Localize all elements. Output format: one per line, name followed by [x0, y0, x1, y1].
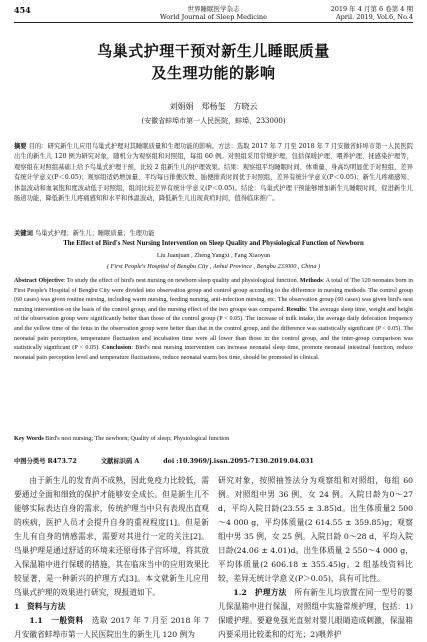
affiliation: (安徽省蚌埠市第一人民医院，蚌埠，233000) — [141, 117, 286, 125]
conclusion-text: : Bird's nest nursing intervention can increase neonatal sleep time, promote neonatal intestinal function, reduce neonatal pain perception level and temperature fluctuations, reduce neonatal warm box time, should be promoted in clinical. — [14, 345, 413, 361]
body-column-right — [218, 474, 413, 642]
article-title — [14, 40, 413, 84]
keywords-cn — [14, 228, 413, 237]
methods-label: Methods — [299, 278, 323, 284]
subsection-heading-1-1: 1.1 一般资料 — [29, 616, 84, 625]
general-data-text: 选取 2017 年 7 月至 2018 年 7 月安徽省蚌埠市第一人民医院出生的新生儿 120 例为 — [14, 616, 209, 639]
page-header — [14, 4, 413, 24]
authors: 刘娟娟 郑杨玺 方晓云 — [169, 102, 258, 111]
abstract-cn-text: 目的：研究新生儿应用鸟巢式护理对其睡眠质量和生理功能的影响。方法：选取 2017 年 7 月至 2018 年 7 月安徽省蚌埠市第一人民医院出生的新生儿 120 例为研究对象，随机分为观察组和对照组，每组 60 例。对照组采用常规护理，包括保暖护理、喂养护理、抚感染护理等，观察组在对照组基础上给予鸟巢式护理干预，比较 2 组新生儿的护理效果。结果：观察组平均睡眠时间、体重量、身高均明显优于对照组，差异有统计学意义(P＜0.05)；观察组适奶增加量、平均每日排便次数、胎便排黄时间优于对照组，差异有统计学意义(P＜0.05)；新生儿疼痛感知、体温波动和血氧饱和度波动低于对照组，组间比较差异有统计学意义(P＜0.05)。结论：鸟巢式护理干预能够增加新生儿睡眠时间，促进新生儿肠道功能，降低新生儿疼痛感知和水平和体温波动，降低新生儿出现黄疸时间，值得临床推广。 — [14, 143, 414, 203]
keywords-en-text: Bird's nest nursing; The newborn; Quality of sleep; Physiological function — [45, 435, 230, 442]
objective-label: Objective — [38, 278, 64, 284]
intro-paragraph: 由于新生儿的发育尚不成熟，因此免疫力比较低，需要通过全面和细致的保护才能够安全成长。但是新生儿不能够实际表达自身的需求，传统护理当中只有表现出直观的疾病，医护人员才会提升自身的重视程度[1]。但是新生儿有自身的情感需求，需要对其进行一定的关注[2]。鸟巢护理是通过舒适的环境来还原母体子宫环境，将其放入保温箱中进行保暖的措施，其在临床当中的应用效果比较显著，是一种新兴的护理方式[3]。本文就新生儿应用鸟巢式护理的效果进行研究，现报道如下。 — [14, 476, 209, 597]
title-line-1: 鸟巢式护理干预对新生儿睡眠质量 — [97, 42, 330, 60]
classification-line — [14, 456, 413, 465]
abstract-cn — [14, 142, 413, 204]
methods-text: : A total of The 120 neonates born in First People's Hospital of Bengbu City were divided into observation group and control group according to the difference in nursing methods. The control group (60 cases) was given routine nursing, including warm nursing, feeding nursing, anti-infection nursing, etc. The observation group (60 cases) was given bird's nest nursing intervention on the basis of the control group, and the nursing effect of the two groups was compared. — [14, 278, 413, 313]
english-authors: Liu Juanjuan , Zheng Yangxi , Fang Xiaoyun — [156, 252, 271, 259]
header-divider — [14, 22, 413, 23]
issue-cn: 2019 年 4 月第 6 卷第 4 期 — [330, 5, 413, 13]
journal-name-en: World Journal of Sleep Medicine — [160, 13, 267, 21]
body-column-left — [14, 474, 209, 642]
clc-code: 中图分类号 R473.72 — [14, 458, 77, 465]
keywords-en-label: Key Words — [14, 435, 44, 442]
general-data-continued: 研究对象，按照抽签法分为观察组和对照组，每组 60 例。对照组中男 36 例，女 24 例。入院日龄为0～27 d，平均入院日龄(23.55 ± 3.85)d。出生体质量2 500～4 000 g，平均体质量(2 614.55 ± 359.85)g；观察组中男 35 例，女 25 例。入院日龄 0～28 d，平均入院日龄(24.06 ± 4.01)d。出生体质量 2 550～4 000 g，平均体质量(2 606.18 ± 355.45)g。2 组基线资料比较，差异无统计学意义(P＞0.05)，具有可比性。 — [218, 476, 413, 583]
issue-en: April. 2019, Vol.6, No.4 — [335, 13, 413, 21]
title-line-2: 及生理功能的影响 — [151, 64, 276, 82]
keywords-cn-text: 鸟巢式护理；新生儿；睡眠质量；生理功能 — [34, 230, 155, 237]
subsection-nursing-method — [218, 586, 413, 642]
subsection-general-data — [14, 614, 209, 642]
nursing-method-text: 所有新生儿均放置在同一型号的婴儿保温箱中进行保温，对照组中实施常规护理，包括：1)保暖护理。要避免强光直射对婴儿眼睛造成刺激，保温箱内要采用比较柔和的灯光；2)喂养护 — [218, 588, 413, 639]
keywords-en — [14, 434, 413, 443]
page-number: 454 — [14, 5, 31, 15]
results-label: Results — [286, 306, 306, 313]
keywords-cn-label: 关键词 — [14, 230, 33, 237]
objective-text: : To study the effect of bird's nest nursing on newborn sleep quality and physiological function. — [63, 278, 299, 284]
abstract-cn-label: 摘要 — [14, 143, 27, 150]
section-heading-1: 1 资料与方法 — [14, 602, 66, 611]
conclusion-label: Conclusion — [101, 345, 132, 352]
journal-name-cn: 世界睡眠医学杂志 — [187, 5, 240, 13]
english-affiliation: ( First People's Hospital of Bengbu City , Anhui Province , Bengbu 233000 , China ) — [106, 263, 321, 270]
issue-info — [331, 5, 413, 21]
abstract-en-label: Abstract — [14, 278, 37, 284]
english-title: The Effect of Bird's Nest Nursing Intervention on Sleep Quality and Physiological Function of Newborn — [63, 240, 364, 247]
abstract-en — [14, 277, 413, 363]
results-text: : The average sleep time, weight and height of the observation group were significantly better than those of the control group (P < 0.05). The increase of milk intake, the average daily defecation frequency and the yellow time of the fetus in the observation group were better than that in the control group, and the difference was statistically significant (P < 0.05). The neonatal pain perception, temperature fluctuation and incubation time were all lower than those in the control group, and the inter-group comparison was statistically significant (P < 0.05). — [14, 306, 413, 352]
doi: doi :10.3969/j.issn.2095-7130.2019.04.031 — [163, 458, 314, 465]
doc-code: 文献标识码 A — [100, 458, 140, 465]
subsection-heading-1-2: 1.2 护理方法 — [233, 588, 287, 597]
